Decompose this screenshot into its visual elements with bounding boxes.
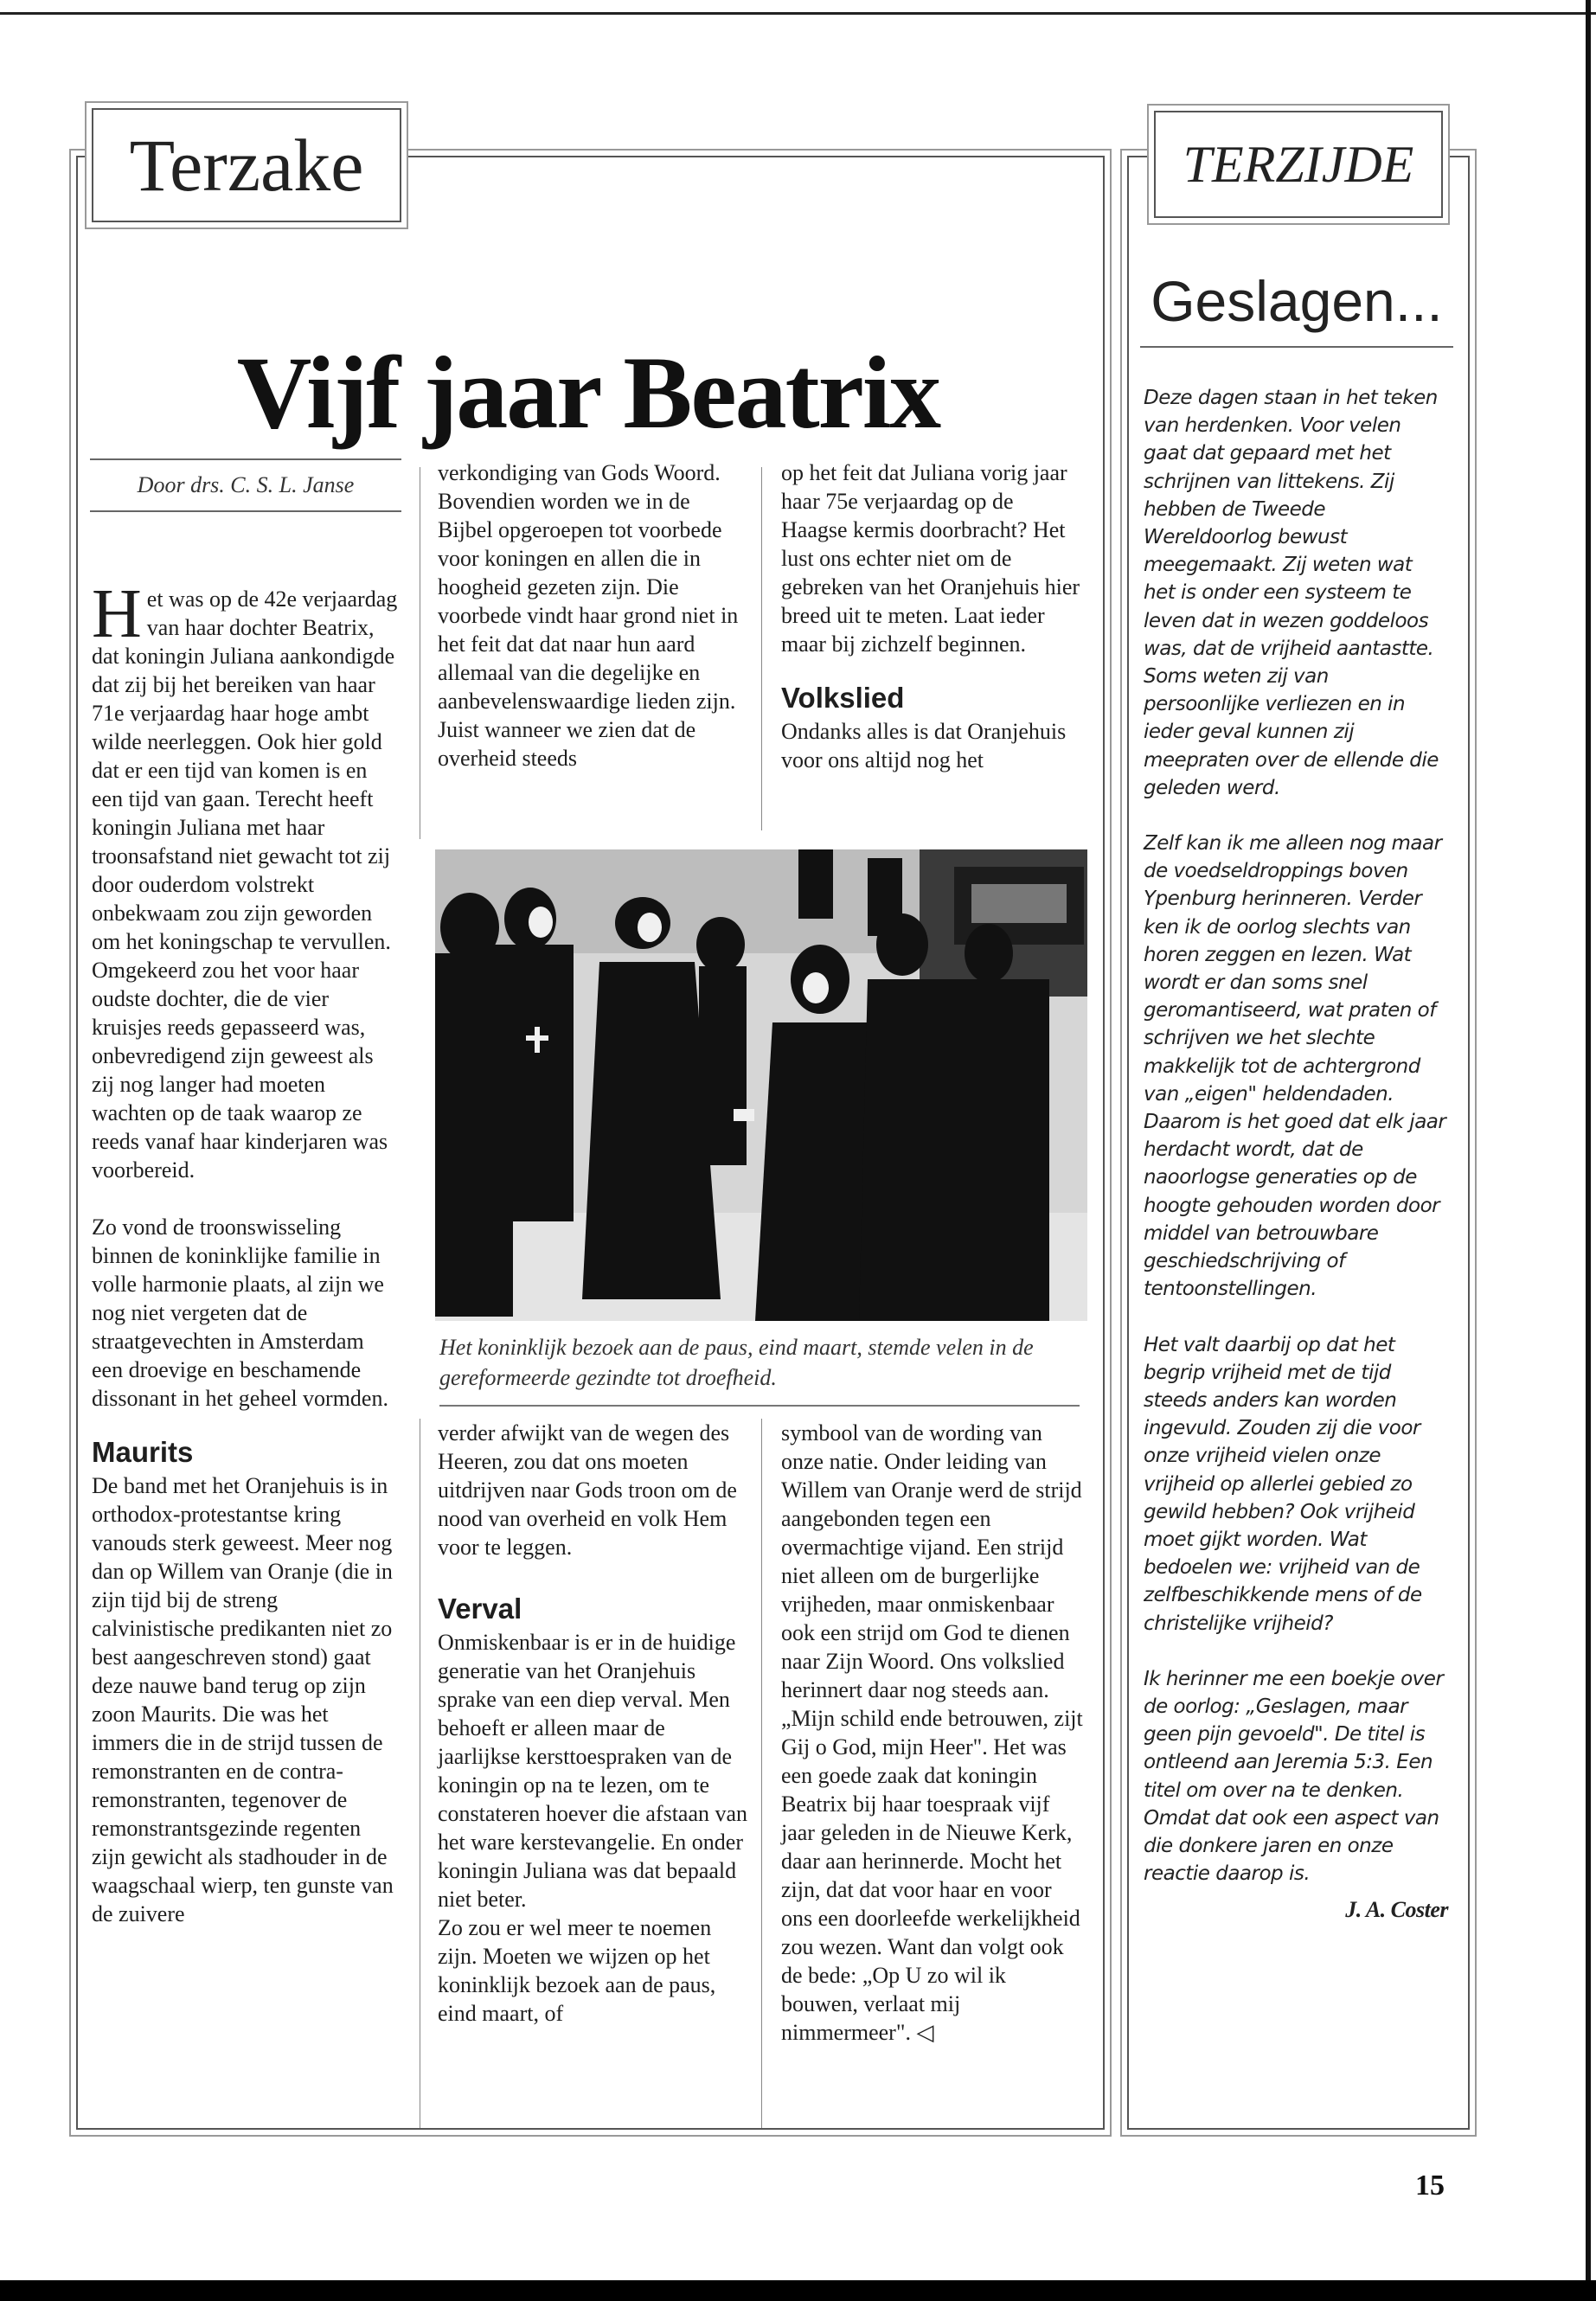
sidebar-paragraph: Ik herinner me een boekje over de oorlog: „Geslagen, maar geen pijn gevoeld". De titel is ontleend aan Jeremia 5:3. Een titel om over na te denken. Omdat dat ook een aspect van die donkere jaren en onze reactie daarop is. — [1144, 1667, 1444, 1886]
column-divider — [761, 1419, 762, 2128]
right-edge-rule — [1586, 0, 1591, 2301]
article-column-3-bottom — [781, 1419, 1084, 2047]
sidebar-text — [1144, 384, 1448, 1925]
subheading-volkslied: Volkslied — [781, 682, 905, 714]
sidebar-title: Geslagen... — [1151, 269, 1443, 333]
byline: Door drs. C. S. L. Janse — [90, 458, 401, 512]
article-column-2-bottom — [438, 1419, 749, 2028]
sidebar-paragraph: Deze dagen staan in het teken van herdenken. Voor velen gaat dat gepaard met het schrijnen van littekens. Zij hebben de Tweede Wereldoorlog bewust meegemaakt. Zij weten wat het is onder een systeem te leven dat in wezen goddeloos was, dat de vrijheid aantastte. Soms weten zij van persoonlijke verliezen en in ieder geval kunnen zij meepraten over de ellende die geleden werd. — [1144, 387, 1439, 799]
drop-cap: H — [92, 576, 142, 652]
royal-visit-photo — [435, 849, 1087, 1321]
subheading-maurits: Maurits — [92, 1436, 194, 1468]
article-paragraph: Zo vond de troonswisseling binnen de koninklijke familie in volle harmonie plaats, al zijn we nog niet vergeten dat de straatgevechten in Amsterdam een droevige en beschamende dissonant in het geheel vormden. — [92, 1215, 388, 1411]
article-column-3-top — [781, 458, 1084, 774]
article-paragraph: symbool van de wording van onze natie. Onder leiding van Willem van Oranje werd de strijd aangebonden tegen een overmachtige vijand. Een strijd niet alleen om de burgerlijke vrijheden, maar onmiskenbaar ook een strijd om God te dienen naar Zijn Woord. Ons volkslied herinnert daar nog steeds aan. „Mijn schild ende betrouwen, zijt Gij o God, mijn Heer". Het was een goede zaak dat koningin Beatrix bij haar toespraak vijf jaar geleden in de Nieuwe Kerk, daar aan herinnerde. Mocht het zijn, dat dat voor haar en voor ons een doorleefde werkelijkheid zou wezen. Want dan volgt ook de bede: „Op U zo wil ik bouwen, verlaat mij nimmermeer". ◁ — [781, 1420, 1083, 2045]
sidebar-paragraph: Het valt daarbij op dat het begrip vrijheid met de tijd steeds anders kan worden ingevuld. Zouden zij die voor onze vrijheid vielen onze vrijheid op allerlei gebied zo gewild hebben? Ook vrijheid moet gijkt worden. Wat bedoelen we: vrijheid van de zelfbeschikkende mens of de christelijke vrijheid? — [1144, 1333, 1422, 1635]
subheading-verval: Verval — [438, 1593, 522, 1625]
article-paragraph: op het feit dat Juliana vorig jaar haar 75e verjaardag op de Haagse kermis doorbracht? Het lust ons echter niet om de gebreken van het Oranjehuis hier breed uit te meten. Laat ieder maar bij zichzelf beginnen. — [781, 460, 1080, 657]
photo-illustration — [435, 849, 1087, 1321]
article-paragraph: Zo zou er wel meer te noemen zijn. Moeten we wijzen op het koninklijk bezoek aan de paus, eind maart, of — [438, 1915, 716, 2026]
article-column-1 — [92, 576, 400, 1928]
sidebar-signature: J. A. Coster — [1345, 1897, 1448, 1923]
section-label: Terzake — [92, 108, 401, 222]
article-paragraph — [92, 576, 400, 1184]
page-number: 15 — [1415, 2170, 1445, 2202]
article-column-2-top — [438, 458, 749, 772]
article-paragraph: Ondanks alles is dat Oranjehuis voor ons altijd nog het — [781, 719, 1067, 772]
paragraph-text: et was op de 42e verjaardag van haar dochter Beatrix, dat koningin Juliana aankondigde dat zij bij het bereiken van haar 71e verjaardag haar hoge ambt wilde neerleggen. Ook hier gold dat er een tijd van komen is en een tijd van gaan. Terecht heeft koningin Juliana met haar troonsafstand niet gewacht tot zij door ouderdom volstrekt onbekwaam zou zijn geworden om het koningschap te vervullen. Omgekeerd zou het voor haar oudste dochter, die de vier kruisjes reeds gepasseerd was, onbevredigend zijn geweest als zij nog langer had moeten wachten op de taak waarop ze reeds vanaf haar kinderjaren was voorbereid. — [92, 586, 398, 1183]
column-divider — [761, 467, 762, 830]
top-rule — [0, 12, 1596, 15]
sidebar-label: TERZIJDE — [1154, 111, 1443, 218]
headline: Vijf jaar Beatrix — [236, 335, 940, 451]
article-paragraph: De band met het Oranjehuis is in orthodox-protestantse kring vanouds sterk geweest. Meer nog dan op Willem van Oranje (die in zijn tijd bij de streng calvinistische predikanten niet zo best aangeschreven stond) gaat deze nauwe band terug op zijn zoon Maurits. Die was het immers die in de strijd tussen de remonstranten en de contra-remonstranten, tegenover de remonstrantsgezinde regenten zijn gewicht als stadhouder in de waagschaal wierp, ten gunste van de zuivere — [92, 1473, 394, 1926]
sidebar-paragraph: Zelf kan ik me alleen nog maar de voedseldroppings boven Ypenburg herinneren. Verder ken ik de oorlog slechts van horen zeggen en lezen. Wat wordt er dan soms snel geromantiseerd, wat praten of schrijven we het slechte makkelijk tot de achtergrond van „eigen" heldendaden. Daarom is het goed dat elk jaar herdacht wordt, dat de naoorlogse generaties op de hoogte gehouden worden door middel van betrouwbare geschiedschrijving of tentoonstellingen. — [1144, 832, 1446, 1301]
article-paragraph: verder afwijkt van de wegen des Heeren, zou dat ons moeten uitdrijven naar Gods troon om de nood van overheid en volk Hem voor te leggen. — [438, 1420, 737, 1560]
sidebar-title-rule — [1140, 346, 1453, 348]
photo-caption: Het koninklijk bezoek aan de paus, eind maart, stemde velen in de gereformeerde gezindte tot droefheid. — [439, 1332, 1080, 1407]
article-paragraph: Onmiskenbaar is er in de huidige generatie van het Oranjehuis sprake van een diep verval. Men behoeft er alleen maar de jaarlijkse kersttoespraken van de koningin op na te lezen, om te constateren hoever die afstaan van het ware kerstevangelie. En onder koningin Juliana was dat bepaald niet beter. — [438, 1630, 748, 1912]
article-paragraph: verkondiging van Gods Woord. Bovendien worden we in de Bijbel opgeroepen tot voorbede voor koningen en allen die in hoogheid gezeten zijn. Die voorbede vindt haar grond niet in het feit dat dat naar hun aard allemaal van die degelijke en aanbevelenswaardige lieden zijn. Juist wanneer we zien dat de overheid steeds — [438, 460, 739, 771]
bottom-rule — [0, 2280, 1596, 2301]
